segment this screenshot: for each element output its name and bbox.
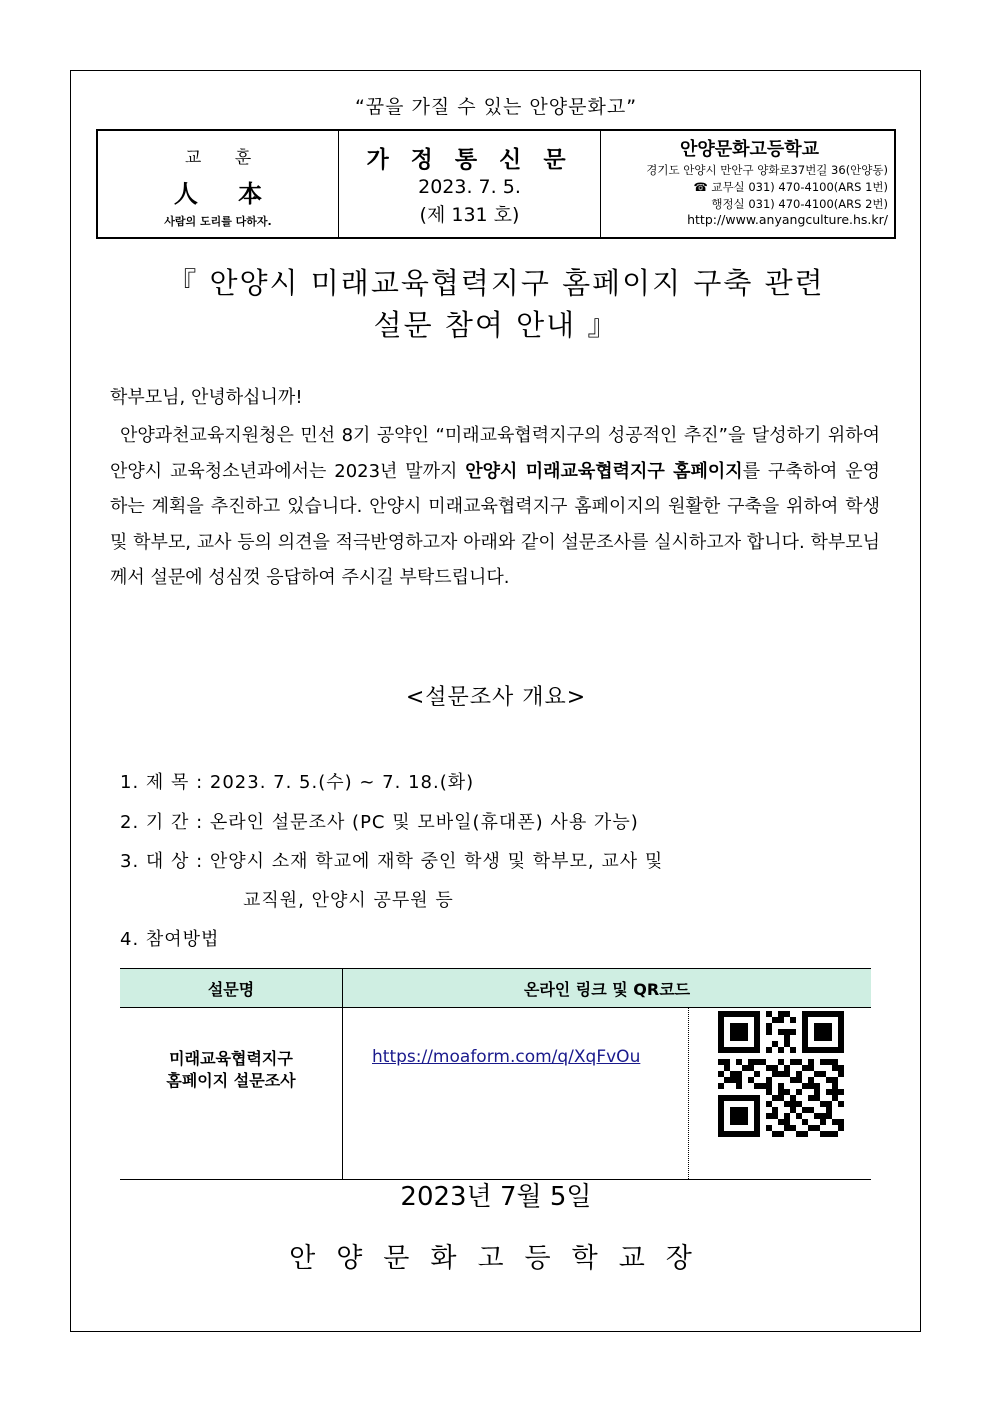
title-line-1: 『 안양시 미래교육협력지구 홈페이지 구축 관련 [167, 266, 825, 300]
item-period: 2. 기 간 : 온라인 설문조사 (PC 및 모바일(휴대폰) 사용 가능) [120, 812, 639, 833]
school-address: 경기도 안양시 만안구 양화로37번길 36(안양동) [646, 163, 888, 177]
link-cell [343, 1008, 689, 1180]
paragraph-bold: 안양시 미래교육협력지구 홈페이지 [465, 460, 743, 482]
item-subject: 1. 제 목 : 2023. 7. 5.(수) ~ 7. 18.(화) [120, 772, 475, 793]
newsletter-header [96, 129, 896, 239]
participation-table [120, 968, 871, 1180]
survey-link[interactable]: https://moaform.com/q/XqFvOu [372, 1047, 641, 1067]
overview-heading: <설문조사 개요> [405, 685, 587, 710]
document-title [0, 262, 992, 346]
school-name: 안양문화고등학교 [679, 139, 820, 160]
newsletter-date: 2023. 7. 5. [418, 176, 521, 198]
col-header-survey-name: 설문명 [120, 969, 343, 1008]
school-motto-cell [98, 131, 339, 237]
survey-name-cell [120, 1008, 343, 1180]
survey-name-line-1: 미래교육협력지구 [169, 1049, 293, 1068]
motto-label: 교 훈 [184, 148, 266, 168]
greeting: 학부모님, 안녕하십니까! [110, 387, 303, 408]
paragraph-part-1: 안양과천교육지원청은 민선 8기 공약인 “미래교육협력지구의 성공적인 추진”을 달성하기 위하여 안양시 교육청소년과에서는 2023년 말까지 [110, 425, 880, 482]
col-header-link-qr: 온라인 링크 및 QR코드 [343, 969, 872, 1008]
item-method: 4. 참여방법 [120, 929, 220, 950]
principal-signature: 안양문화고등학교장 [289, 1243, 713, 1274]
newsletter-title: 가 정 통 신 문 [366, 147, 573, 173]
office-phone: ☎ 교무실 031) 470-4100(ARS 1번) [693, 180, 888, 194]
admin-phone: 행정실 031) 470-4100(ARS 2번) [711, 197, 888, 211]
survey-name-line-2: 홈페이지 설문조사 [166, 1071, 296, 1090]
motto-description: 사람의 도리를 다하자. [164, 215, 272, 228]
paragraph-part-2: 를 구축하여 운영하는 계획을 추진하고 있습니다. 안양시 미래교육협력지구 홈페이지의 원활한 구축을 위하여 학생 및 학부모, 교사 등의 의견을 적극반영하고자 아래와 같이 설문조사를 실시하고자 합니다. 학부모님께서 설문에 성심껏 응답하여 주시길 부탁드립니다. [110, 460, 880, 588]
item-target-cont: 교직원, 안양시 공무원 등 [243, 890, 454, 911]
qr-cell [689, 1008, 872, 1180]
school-slogan: “꿈을 가질 수 있는 안양문화고” [354, 96, 638, 118]
title-line-2: 설문 참여 안내 』 [373, 308, 619, 342]
qr-code-icon[interactable] [718, 1011, 870, 1141]
school-website[interactable]: http://www.anyangculture.hs.kr/ [687, 212, 888, 227]
newsletter-info-cell [339, 131, 601, 237]
table-row [120, 1008, 871, 1180]
newsletter-issue: (제 131 호) [419, 204, 520, 226]
body-paragraph [110, 418, 880, 596]
issue-date: 2023년 7월 5일 [400, 1182, 592, 1212]
item-target: 3. 대 상 : 안양시 소재 학교에 재학 중인 학생 및 학부모, 교사 및 [120, 851, 664, 872]
school-contact-cell [601, 131, 894, 237]
motto-main: 人 本 [173, 179, 279, 208]
